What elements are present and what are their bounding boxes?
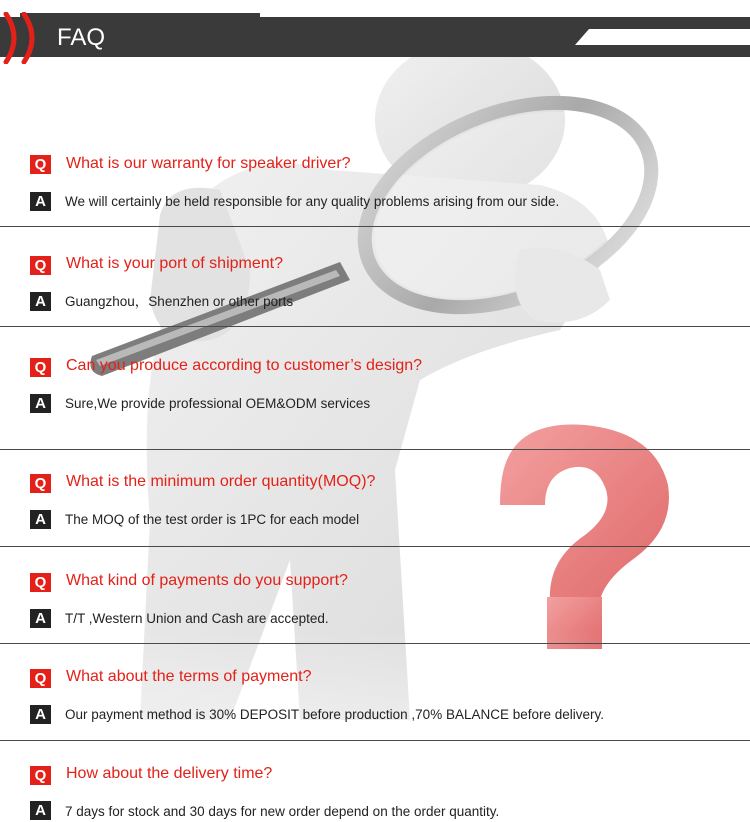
answer-badge: A	[30, 801, 51, 820]
answer-badge: A	[30, 705, 51, 724]
question-text: What about the terms of payment?	[66, 668, 312, 685]
question-text: What kind of payments do you support?	[66, 572, 348, 589]
question-text: Can you produce according to customer’s design?	[66, 357, 423, 374]
answer-badge: A	[30, 609, 51, 628]
answer-badge: A	[30, 510, 51, 529]
answer-badge: A	[30, 292, 51, 311]
answer-text: Sure,We provide professional OEM&ODM services	[65, 396, 371, 411]
divider	[0, 546, 750, 547]
question-text: How about the delivery time?	[66, 765, 273, 782]
header-tab-strip	[20, 13, 260, 17]
divider	[0, 226, 750, 227]
page-title: FAQ	[57, 24, 106, 51]
answer-text: We will certainly be held responsible for any quality problems arising from our side.	[65, 194, 560, 209]
question-badge: Q	[30, 155, 51, 174]
header-stripe	[575, 29, 750, 45]
answer-badge: A	[30, 192, 51, 211]
question-badge: Q	[30, 766, 51, 785]
double-chevron-icon	[0, 12, 50, 64]
question-badge: Q	[30, 669, 51, 688]
divider	[0, 740, 750, 741]
question-badge: Q	[30, 358, 51, 377]
question-text: What is your port of shipment?	[66, 255, 283, 272]
answer-badge: A	[30, 394, 51, 413]
answer-text: Guangzhou，Shenzhen or other ports	[65, 294, 294, 309]
question-badge: Q	[30, 474, 51, 493]
question-text: What is the minimum order quantity(MOQ)?	[66, 473, 376, 490]
answer-text: The MOQ of the test order is 1PC for each model	[65, 512, 360, 527]
question-badge: Q	[30, 256, 51, 275]
question-badge: Q	[30, 573, 51, 592]
divider	[0, 643, 750, 644]
divider	[0, 326, 750, 327]
answer-text: 7 days for stock and 30 days for new order depend on the order quantity.	[65, 804, 500, 819]
question-text: What is our warranty for speaker driver?	[66, 155, 351, 172]
answer-text: Our payment method is 30% DEPOSIT before production ,70% BALANCE before delivery.	[65, 707, 605, 722]
divider	[0, 449, 750, 450]
answer-text: T/T ,Western Union and Cash are accepted.	[65, 611, 329, 626]
